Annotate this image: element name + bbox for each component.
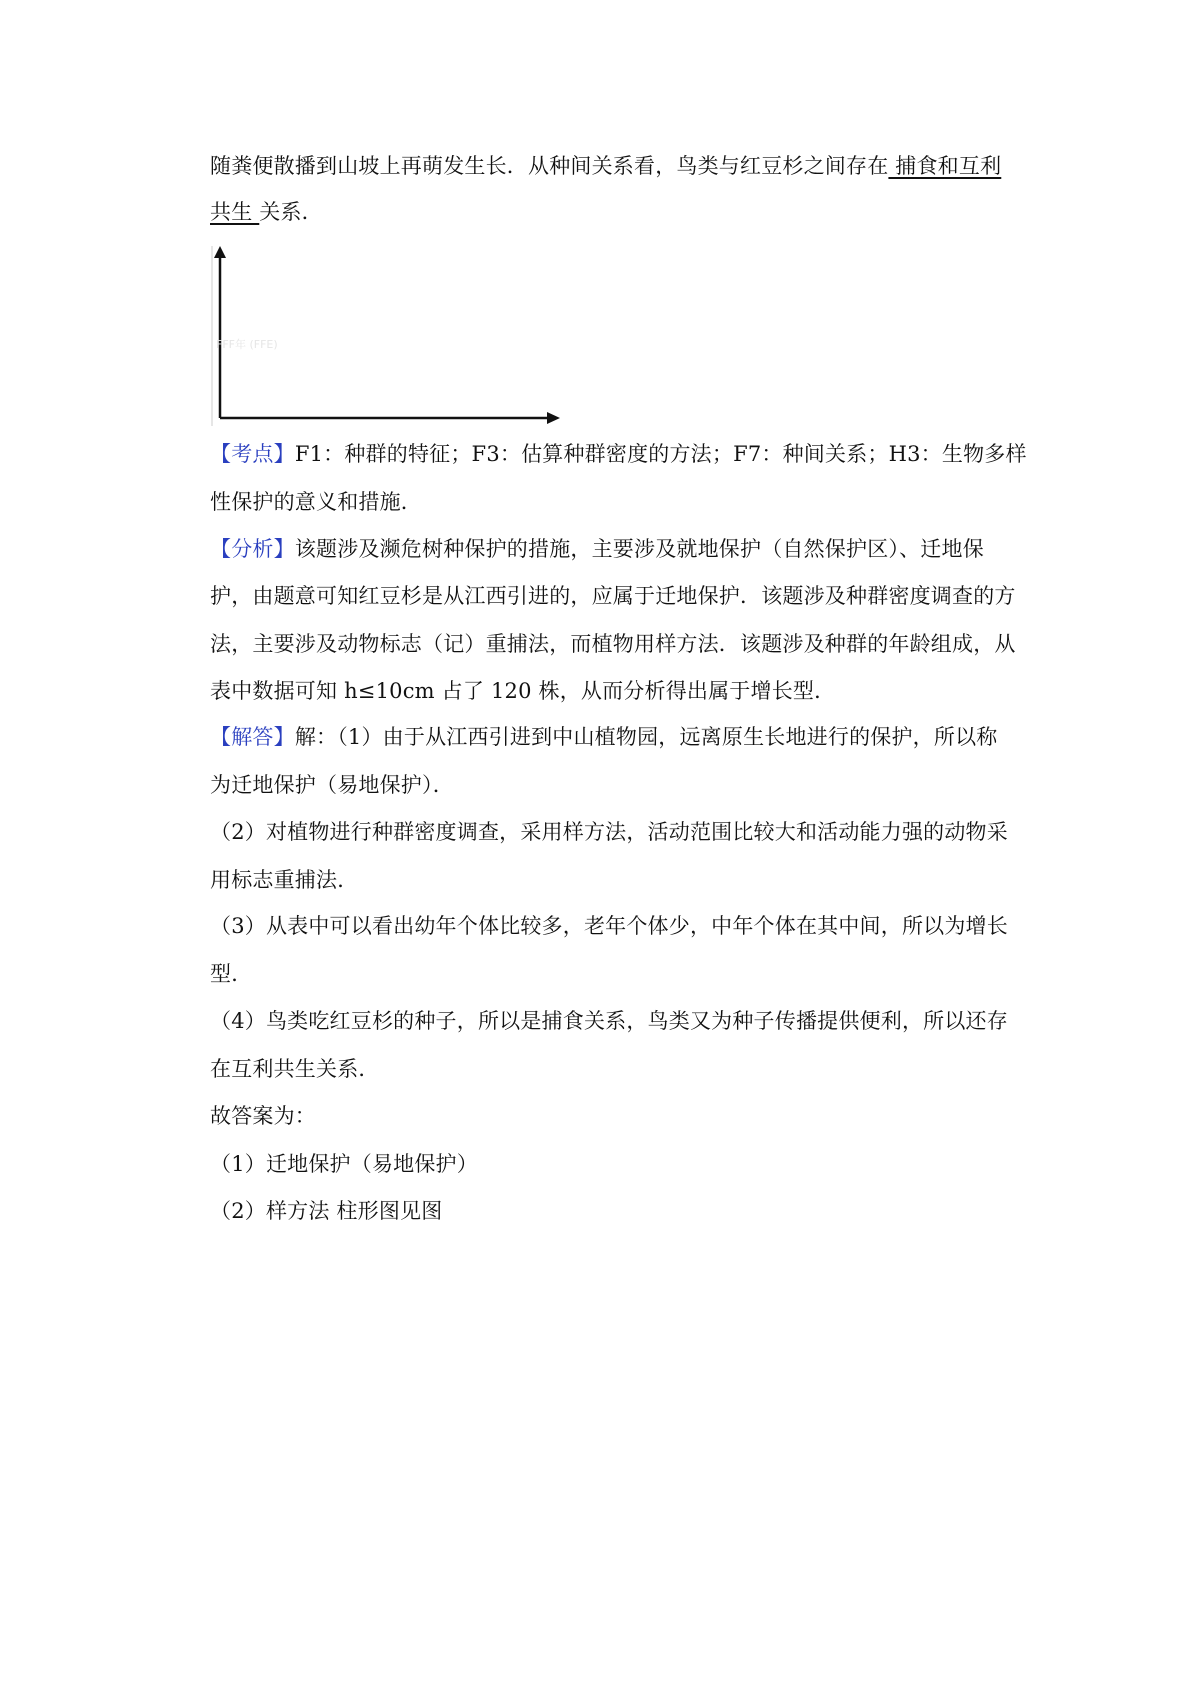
- intro-text: 随粪便散播到山坡上再萌发生长．从种间关系看，鸟类与红豆杉之间存在: [210, 154, 889, 178]
- answer-blank-1: 捕食和互利: [888, 154, 1002, 178]
- jieda-p2-line-2: 用标志重捕法．: [210, 868, 359, 892]
- intro-line-2: [210, 198, 323, 226]
- kaodian-text: F1：种群的特征；F3：估算种群密度的方法；F7：种间关系；H3：生物多样: [294, 442, 1027, 466]
- jieda-p4-line-2: 在互利共生关系．: [210, 1057, 380, 1081]
- answer-2: （2）样方法 柱形图见图: [210, 1199, 443, 1223]
- answer-intro: 故答案为：: [210, 1104, 316, 1128]
- intro-text-end: 关系．: [259, 200, 323, 224]
- jieda-p4-line-1: （4）鸟类吃红豆杉的种子，所以是捕食关系，鸟类又为种子传播提供便利，所以还存: [210, 1009, 1008, 1033]
- jieda-tag: 【解答】: [210, 725, 295, 749]
- answer-1: （1）迁地保护（易地保护）: [210, 1152, 478, 1176]
- fenxi-line-3: 法，主要涉及动物标志（记）重捕法，而植物用样方法．该题涉及种群的年龄组成，从: [210, 632, 1016, 656]
- intro-line-1: [210, 152, 1001, 180]
- fenxi-text: 该题涉及濒危树种保护的措施，主要涉及就地保护（自然保护区）、迁地保: [294, 537, 984, 561]
- fenxi-tag: 【分析】: [210, 537, 295, 561]
- x-axis-arrow-icon: [547, 412, 560, 424]
- kaodian-tag: 【考点】: [210, 442, 295, 466]
- faint-axis-label: FFF年 (FFE): [216, 338, 278, 351]
- jieda-p2-line-1: （2）对植物进行种群密度调查，采用样方法，活动范围比较大和活动能力强的动物采: [210, 820, 1008, 844]
- kaodian-line-1: [210, 440, 1027, 468]
- y-axis-arrow-icon: [214, 246, 226, 258]
- jieda-line-2: 为迁地保护（易地保护）．: [210, 773, 454, 797]
- jieda-line-1: [210, 723, 997, 751]
- answer-blank-2: 共生: [210, 200, 260, 224]
- empty-axes-figure: [208, 246, 568, 428]
- jieda-text: 解：（1）由于从江西引进到中山植物园，远离原生长地进行的保护，所以称: [294, 725, 998, 749]
- kaodian-line-2: 性保护的意义和措施．: [210, 490, 422, 514]
- fenxi-line-1: [210, 535, 984, 563]
- fenxi-line-4: 表中数据可知 h≤10cm 占了 120 株，从而分析得出属于增长型．: [210, 679, 836, 703]
- jieda-p3-line-1: （3）从表中可以看出幼年个体比较多，老年个体少，中年个体在其中间，所以为增长: [210, 914, 1008, 938]
- jieda-p3-line-2: 型．: [210, 962, 253, 986]
- fenxi-line-2: 护，由题意可知红豆杉是从江西引进的，应属于迁地保护．该题涉及种群密度调查的方: [210, 584, 1016, 608]
